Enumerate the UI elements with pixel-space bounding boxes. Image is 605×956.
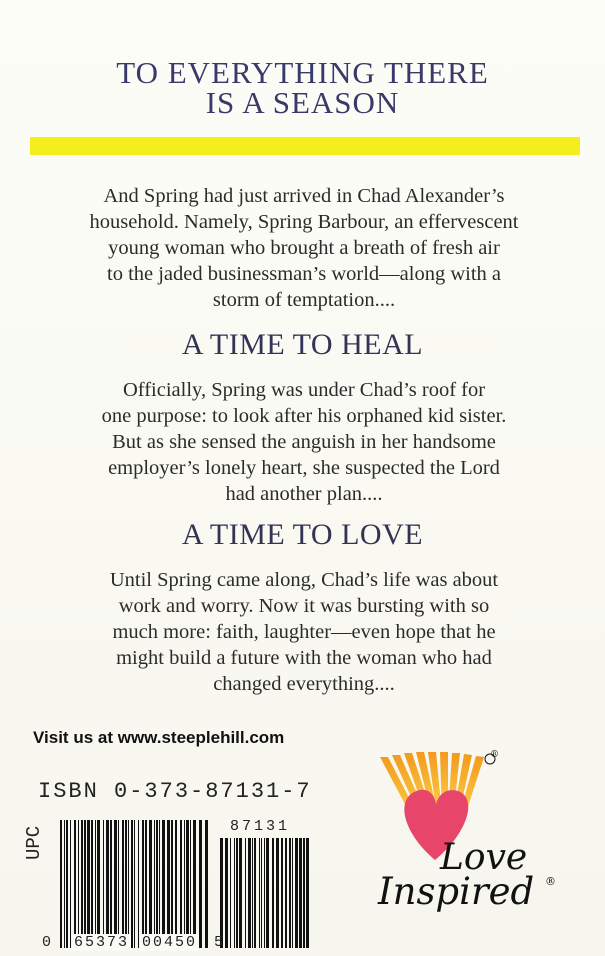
barcode-bar [162, 820, 165, 948]
barcode-bar [171, 820, 173, 948]
registered-mark-top: ® [490, 750, 499, 760]
paragraph-line: changed everything.... [213, 673, 395, 695]
title-line-2: IS A SEASON [205, 85, 400, 120]
barcode-bar [138, 820, 139, 948]
logo-word-inspired: Inspired [378, 870, 535, 913]
barcode-bar [91, 820, 93, 948]
yellow-divider-bar [30, 137, 580, 155]
paragraph-line: But as she sensed the anguish in her handsome [112, 431, 496, 453]
barcode-bar [84, 820, 86, 948]
heading-time-to-heal: A TIME TO HEAL [181, 328, 424, 361]
barcode-bar [225, 838, 228, 948]
barcode-bar [285, 838, 287, 948]
barcode-bar [303, 838, 305, 948]
barcode-bar [239, 838, 242, 948]
paragraph-line: much more: faith, laughter—even hope that he [112, 621, 496, 643]
paragraph-line: might build a future with the woman who had [116, 647, 492, 669]
upc-label: UPC [23, 825, 45, 860]
paragraph-1 [30, 183, 578, 313]
barcode-bar [254, 838, 256, 948]
paragraph-line: to the jaded businessman’s world—along with a [107, 263, 501, 285]
barcode-bar [205, 820, 208, 948]
barcode-bar [97, 820, 100, 948]
barcode-bar [190, 820, 191, 948]
paragraph-line: Officially, Spring was under Chad’s roof for [122, 379, 486, 401]
paragraph-line: storm of temptation.... [212, 289, 396, 311]
barcode-bar [145, 820, 147, 948]
barcode-bar [74, 820, 76, 948]
paragraph-2 [30, 377, 578, 507]
barcode-bar [114, 820, 117, 948]
barcode-bar [299, 838, 302, 948]
barcode-main [60, 820, 210, 948]
barcode-bar [245, 838, 246, 948]
barcode-bar [149, 820, 152, 948]
isbn-number: ISBN 0-373-87131-7 [38, 779, 312, 804]
barcode-bar [248, 838, 251, 948]
barcode-bar [234, 838, 235, 948]
barcode-bar [103, 820, 104, 948]
barcode-bar [272, 838, 274, 948]
barcode-bar [199, 820, 202, 948]
barcode-bar [236, 838, 238, 948]
registered-mark-bottom: ® [545, 875, 556, 888]
paragraph-line: work and worry. Now it was bursting with so [118, 595, 490, 617]
paragraph-line: employer’s lonely heart, she suspected the Lord [108, 457, 500, 479]
barcode-supplement-digits: 87131 [230, 818, 291, 835]
barcode-bar [220, 838, 223, 948]
barcode-bar [125, 820, 127, 948]
barcode-bar [122, 820, 124, 948]
barcode-bar [142, 820, 144, 948]
barcode-bar [295, 838, 298, 948]
barcode-bar [261, 838, 262, 948]
paragraph-line: young woman who brought a breath of fresh air [108, 237, 500, 259]
barcode-bar [131, 820, 133, 948]
barcode-bar [175, 820, 177, 948]
barcode-bar [276, 838, 279, 948]
barcode-bar [110, 820, 112, 948]
barcode-bar [154, 820, 155, 948]
barcode-bar [95, 820, 96, 948]
barcode-supplement [220, 838, 310, 948]
barcode-bar [252, 838, 253, 948]
barcode-bar [159, 820, 160, 948]
barcode-bar [266, 838, 269, 948]
barcode-bar [78, 820, 79, 948]
barcode-bar [259, 838, 260, 948]
barcode-bar [66, 820, 68, 948]
barcode-bar [281, 838, 283, 948]
barcode-bar [186, 820, 189, 948]
cover-title [0, 55, 605, 120]
barcode-bar [264, 838, 265, 948]
paragraph-line: And Spring had just arrived in Chad Alexander’s [103, 185, 505, 207]
barcode-right-digit: 5 [214, 934, 224, 951]
paragraph-3 [30, 567, 578, 697]
barcode-group-1: 65373 [74, 934, 130, 951]
barcode-bar [134, 820, 135, 948]
paragraph-line: had another plan.... [225, 483, 383, 505]
barcode-bar [156, 820, 158, 948]
love-inspired-logo [370, 745, 570, 935]
barcode-bar [184, 820, 185, 948]
title-line-1: TO EVERYTHING THERE [116, 55, 489, 90]
barcode-bar [128, 820, 129, 948]
barcode-bar [180, 820, 182, 948]
barcode-bar [64, 820, 65, 948]
website-link[interactable]: Visit us at www.steeplehill.com [33, 728, 285, 747]
barcode-bar [70, 820, 71, 948]
barcode-bar [292, 838, 293, 948]
barcode-bar [306, 838, 309, 948]
barcode-bar [289, 838, 291, 948]
paragraph-line: one purpose: to look after his orphaned kid sister. [101, 405, 507, 427]
barcode-bar [230, 838, 231, 948]
barcode-bar [193, 820, 196, 948]
barcode-left-digit: 0 [42, 934, 52, 951]
barcode-bar [81, 820, 83, 948]
barcode-bar [87, 820, 90, 948]
barcode-group-2: 00450 [142, 934, 198, 951]
paragraph-line: household. Namely, Spring Barbour, an effervescent [89, 211, 519, 233]
paragraph-line: Until Spring came along, Chad’s life was about [109, 569, 499, 591]
barcode-bar [118, 820, 119, 948]
barcode-bar [60, 820, 62, 948]
logo-word-love: Love [440, 837, 528, 878]
barcode-bar [106, 820, 109, 948]
heading-time-to-love: A TIME TO LOVE [181, 518, 424, 551]
barcode-bar [167, 820, 170, 948]
